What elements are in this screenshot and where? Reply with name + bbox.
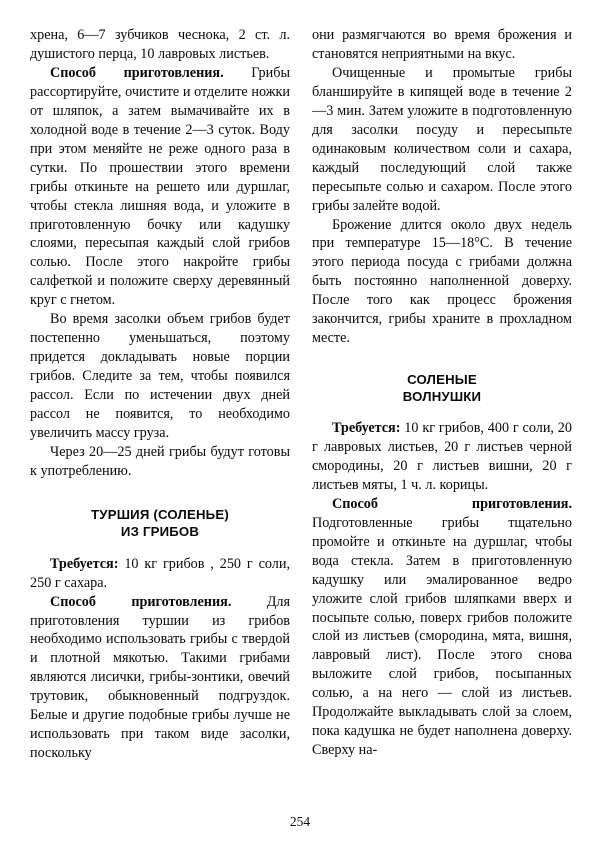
paragraph-text: Для приготовления туршии из грибов необходимо использовать грибы с твердой и плотной мякотью. Такими грибами являются лисички, грибы-зонтики, овечий трутовик, обыкновенный подгруздок. Белые и другие подобные грибы лучше не использовать при таком виде засолки, поскольку — [30, 593, 290, 762]
paragraph-salting-volume — [30, 310, 290, 443]
section-title-line-1: ТУРШИЯ (СОЛЕНЬЕ) — [91, 506, 229, 522]
paragraph-text: Очищенные и промытые грибы бланшируйте в кипящей воде в течение 2—3 мин. Затем уложите в подготовленную для засолки посуду и пересыпьте одинаковым количеством соли и сахара, каждый последующий слой также пересыпьте солью и сахаром. После этого грибы залейте водой. — [312, 64, 572, 214]
section-title-volnushki — [312, 372, 572, 406]
paragraph-text: 10 кг грибов, 400 г соли, 20 г лавровых листьев, 20 г листьев черной смородины, 20 г листьев вишни, 20 г листьев мяты, 1 ч. л. корицы. — [312, 419, 572, 493]
run-head-required: Требуется: — [50, 555, 119, 572]
right-column — [312, 26, 572, 806]
run-head-required: Требуется: — [332, 419, 401, 436]
paragraph-fermentation-time — [312, 216, 572, 349]
page-number: 254 — [289, 814, 311, 829]
paragraph-text: они размягчаются во время брожения и становятся неприятными на вкус. — [312, 27, 572, 62]
paragraph-turshiya-required — [30, 555, 290, 593]
paragraph-blanching — [312, 64, 572, 216]
run-head-method: Способ приготовления. — [50, 593, 232, 610]
run-head-method: Способ приготовления. — [50, 64, 224, 81]
paragraph-text: хрена, 6—7 зубчиков чеснока, 2 ст. л. душистого перца, 10 лавровых листьев. — [30, 27, 290, 62]
section-title-line-2: ИЗ ГРИБОВ — [120, 523, 200, 539]
paragraph-preparation-mushrooms — [30, 64, 290, 310]
section-title-line-2: ВОЛНУШКИ — [402, 389, 482, 405]
paragraph-turshiya-preparation — [30, 593, 290, 764]
paragraph-volnushki-required — [312, 419, 572, 495]
paragraph-text: Подготовленные грибы тщательно промойте и откиньте на дуршлаг, чтобы вода стекла. Затем в приготовленную кадушку или эмалированное ведро уложите слой грибов шляпками вверх и посыпьте солью, поверх грибов положите слой из листьев (смородина, мята, вишня, лавровый лист). После этого снова выложите слой грибов, посыпанных солью, а на него — слой из листьев. Продолжайте выкладывать слой за слоем, пока кадушка не будет наполнена доверху. Сверху на- — [312, 514, 572, 759]
paragraph-text: 10 кг грибов , 250 г соли, 250 г сахара. — [30, 555, 290, 591]
paragraph-ingredients-continued — [30, 26, 290, 64]
paragraph-text: Во время засолки объем грибов будет постепенно уменьшаться, поэтому придется докладывать новые порции грибов. Следите за тем, чтобы появился рассол. Если по истечении двух дней рассол не появится, то необходимо увеличить массу груза. — [30, 311, 290, 442]
paragraph-fermentation-softening — [312, 26, 572, 64]
paragraph-ready-time — [30, 443, 290, 481]
paragraph-volnushki-preparation — [312, 495, 572, 760]
section-title-line-1: СОЛЕНЫЕ — [407, 372, 477, 388]
paragraph-text: Брожение длится около двух недель при температуре 15—18°С. В течение этого периода посуда с грибами должна быть постоянно наполненной доверху. После того как процесс брожения закончится, грибы храните в прохладном месте. — [312, 216, 572, 347]
section-title-turshiya — [30, 507, 290, 541]
paragraph-text: Грибы рассортируйте, очистите и отделите ножки от шляпок, а затем вымачивайте их в холодной воде в течение 2—3 суток. Воду при этом меняйте не реже одного раза в сутки. По прошествии этого времени грибы откиньте на решето или дуршлаг, чтобы стекла лишняя вода, и уложите в приготовленную бочку или кадушку слоями, пересыпая каждый слой грибов солью. После этого накройте грибы салфеткой и положите сверху деревянный круг с гнетом. — [30, 64, 290, 309]
left-column — [30, 26, 290, 806]
two-column-body — [30, 26, 570, 806]
paragraph-text: Через 20—25 дней грибы будут готовы к употреблению. — [30, 443, 290, 479]
run-head-method: Способ приготовления. — [332, 495, 572, 512]
